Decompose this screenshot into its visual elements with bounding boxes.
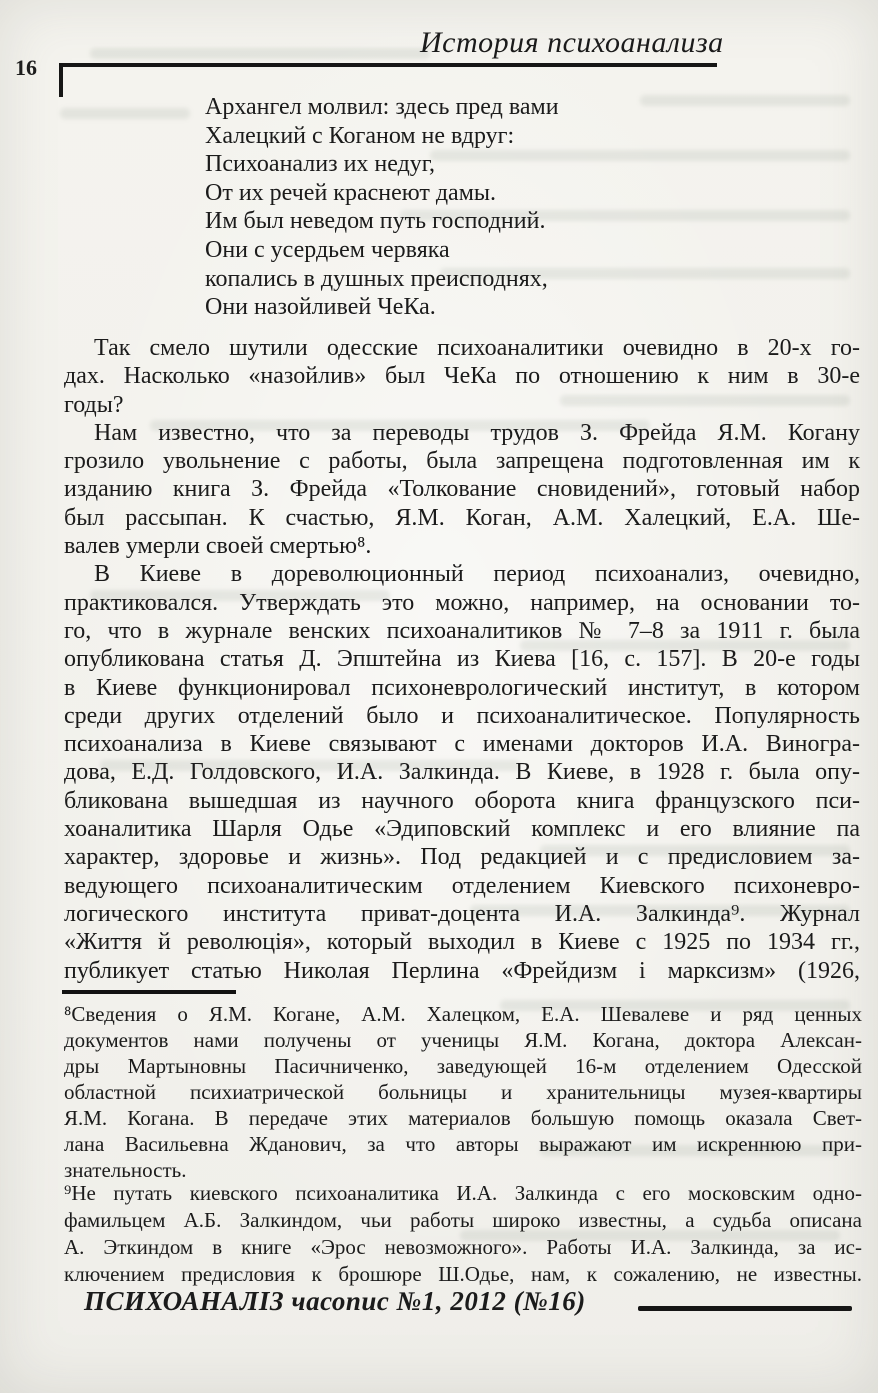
poem-line: Они назойливей ЧеКа. bbox=[205, 294, 436, 321]
bleedthrough-artifact bbox=[60, 108, 190, 119]
body-line: дова, Е.Д. Голдовского, И.А. Залкинда. В Киеве, в 1928 г. была опу- bbox=[64, 759, 860, 786]
body-line: среди других отделений было и психоаналитическое. Популярность bbox=[64, 702, 860, 729]
poem-line: Архангел молвил: здесь пред вами bbox=[205, 94, 559, 120]
poem-block bbox=[205, 93, 559, 322]
body-line: психоанализа в Киеве связывают с именами докторов И.А. Виногра- bbox=[64, 731, 860, 758]
body-text bbox=[64, 334, 860, 985]
footnote-line: ⁸Сведения о Я.М. Когане, А.М. Халецком, Е.А. Шевалеве и ряд ценных bbox=[64, 1002, 862, 1026]
body-line: в Киеве функционировал психоневрологический институт, в котором bbox=[64, 674, 860, 701]
footnote-line: фамильцем А.Б. Залкиндом, чьи работы широко известны, а судьба описана bbox=[64, 1208, 862, 1232]
header-rule-corner bbox=[59, 63, 63, 97]
body-line: валев умерли своей смертью⁸. bbox=[64, 533, 372, 560]
footnote-line: областной психиатрической больницы и хранительницы музея-квартиры bbox=[64, 1080, 862, 1104]
poem-line: Халецкий с Коганом не вдруг: bbox=[205, 122, 515, 149]
header-rule bbox=[59, 63, 717, 67]
body-line: грозило увольнение с работы, была запрещена подготовленная им к bbox=[64, 448, 860, 475]
body-line: бликована вышедшая из научного оборота книга французского пси- bbox=[64, 787, 860, 814]
footnote-line: дры Мартыновны Пасичниченко, заведующей 16-м отделением Одесской bbox=[64, 1054, 862, 1078]
body-line: логического института приват-доцента И.А. Залкинда⁹. Журнал bbox=[64, 900, 860, 927]
footnote-line: Я.М. Когана. В передаче этих материалов большую помощь оказала Свет- bbox=[64, 1106, 862, 1130]
poem-line: копались в душных преисподнях, bbox=[205, 265, 548, 292]
body-line: го, что в журнале венских психоаналитиков № 7–8 за 1911 г. была bbox=[64, 617, 860, 644]
bleedthrough-artifact bbox=[90, 48, 430, 59]
body-line: Так смело шутили одесские психоаналитики очевидно в 20-х го- bbox=[94, 335, 860, 361]
poem-line: Психоанализ их недуг, bbox=[205, 151, 435, 178]
body-line: годы? bbox=[64, 391, 124, 418]
body-line: хоаналитика Шарля Одье «Эдиповский комплекс и его влияние па bbox=[64, 816, 860, 843]
body-line: практиковался. Утверждать это можно, например, на основании то- bbox=[64, 589, 860, 616]
running-head: История психоанализа bbox=[420, 26, 724, 59]
footnote-line: знательность. bbox=[64, 1158, 187, 1182]
body-line: был рассыпан. К счастью, Я.М. Коган, А.М. Халецкий, Е.А. Ше- bbox=[64, 504, 860, 531]
footnote-9 bbox=[64, 1180, 862, 1288]
body-line: дах. Насколько «назойлив» был ЧеКа по отношению к ним в 30-е bbox=[64, 363, 860, 390]
body-line: публикует статью Николая Перлина «Фрейдизм і марксизм» (1926, bbox=[64, 957, 860, 984]
footnote-line: документов нами получены от ученицы Я.М. Когана, доктора Алексан- bbox=[64, 1028, 862, 1052]
poem-line: Им был неведом путь господний. bbox=[205, 208, 546, 235]
poem-line: От их речей краснеют дамы. bbox=[205, 179, 497, 206]
journal-footer: ПСИХОАНАЛІЗ часопис №1, 2012 (№16) bbox=[84, 1286, 586, 1316]
body-line: ведующего психоаналитическим отделением Киевского психоневро- bbox=[64, 872, 860, 899]
body-line: изданию книга З. Фрейда «Толкование сновидений», готовый набор bbox=[64, 476, 860, 503]
bleedthrough-artifact bbox=[640, 95, 850, 106]
footer-rule bbox=[638, 1306, 852, 1311]
body-line: В Киеве в дореволюционный период психоанализ, очевидно, bbox=[94, 561, 860, 588]
poem-line: Они с усердьем червяка bbox=[205, 236, 450, 263]
footnote-8 bbox=[64, 1001, 862, 1183]
body-line: «Життя й революція», который выходил в Киеве с 1925 по 1934 гг., bbox=[64, 929, 860, 956]
footnote-line: ⁹Не путать киевского психоаналитика И.А. Залкинда с его московским одно- bbox=[64, 1181, 862, 1205]
footnote-line: ключением предисловия к брошюре Ш.Одье, нам, к сожалению, не известны. bbox=[64, 1262, 862, 1286]
footnote-line: А. Эткиндом в книге «Эрос невозможного». Работы И.А. Залкинда, за ис- bbox=[64, 1235, 862, 1259]
footnote-line: лана Васильевна Жданович, за что авторы выражают им искреннюю при- bbox=[64, 1132, 862, 1156]
body-line: Нам известно, что за переводы трудов З. Фрейда Я.М. Когану bbox=[94, 419, 860, 446]
body-line: опубликована статья Д. Эпштейна из Киева [16, с. 157]. В 20-е годы bbox=[64, 646, 860, 673]
footnote-separator-rule bbox=[62, 990, 236, 994]
page-number: 16 bbox=[15, 55, 37, 80]
body-line: характер, здоровье и жизнь». Под редакцией и с предисловием за- bbox=[64, 844, 860, 871]
